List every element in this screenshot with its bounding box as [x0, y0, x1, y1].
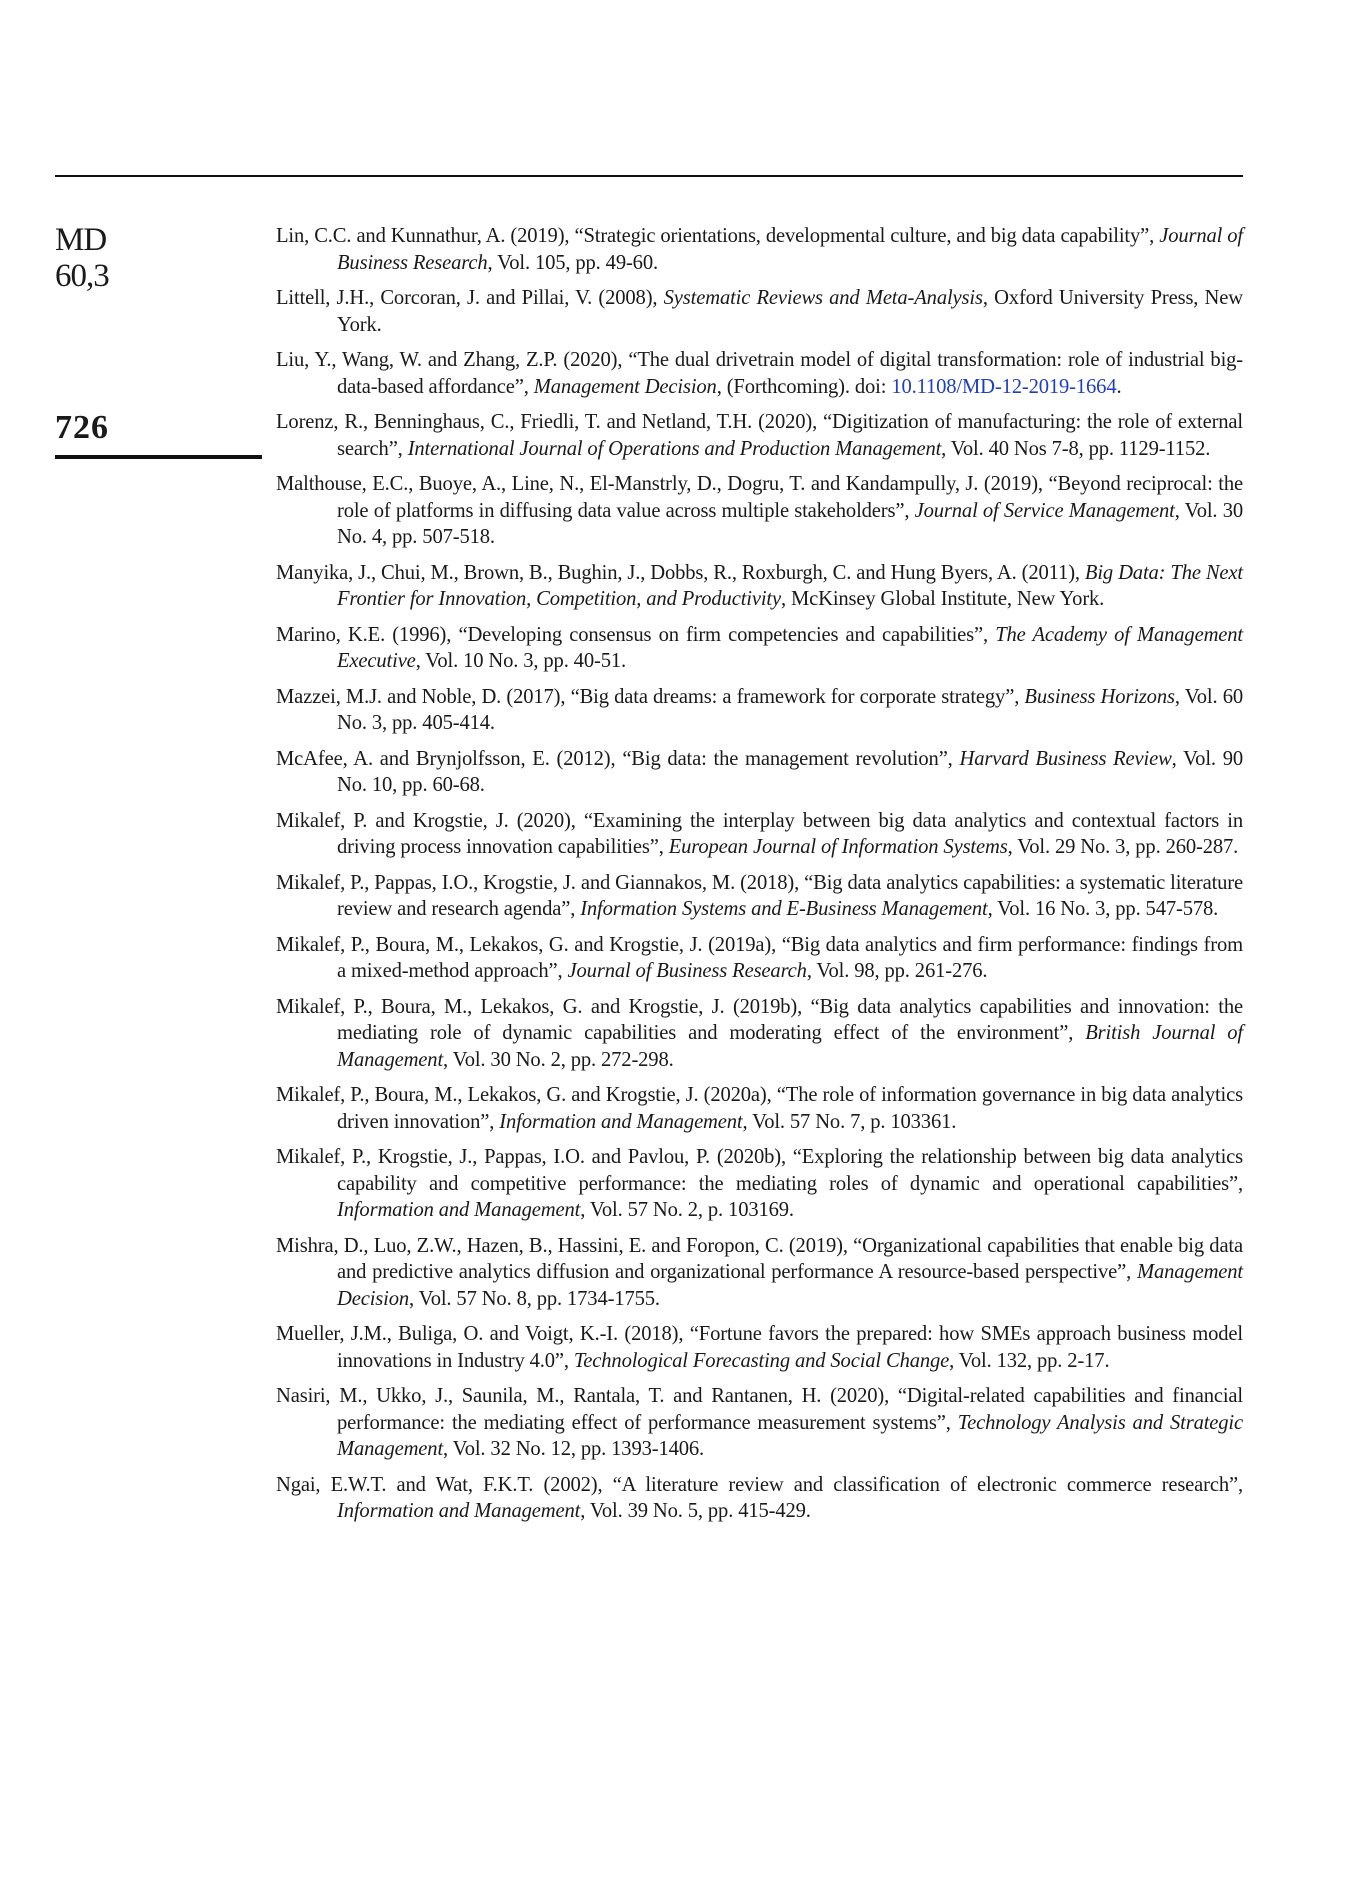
reference-text: Mikalef, P., Boura, M., Lekakos, G. and Krogstie, J. (2020a), “The role of information governance in big data analytics driven innovation”,	[276, 1084, 1243, 1133]
reference-source-title: Journal of Business Research	[567, 960, 807, 982]
reference-source-title: European Journal of Information Systems	[668, 836, 1008, 858]
reference-source-title: International Journal of Operations and Production Management	[407, 437, 942, 460]
reference-details: , Oxford University Press, New York.	[337, 287, 1243, 336]
reference-text: Lin, C.C. and Kunnathur, A. (2019), “Strategic orientations, developmental culture, and big data capability”,	[276, 225, 1160, 247]
reference-list	[276, 223, 1243, 1534]
reference-text: Mueller, J.M., Buliga, O. and Voigt, K.-I. (2018), “Fortune favors the prepared: how SMEs approach business model innovations in Industry 4.0”,	[276, 1323, 1243, 1372]
reference-details: , Vol. 39 No. 5, pp. 415-429.	[580, 1500, 811, 1522]
reference-item	[276, 746, 1243, 799]
reference-text: Mikalef, P. and Krogstie, J. (2020), “Examining the interplay between big data analytics and contextual factors in driving process innovation capabilities”,	[276, 809, 1243, 858]
reference-item	[276, 932, 1243, 985]
reference-source-title: British Journal of Management	[337, 1022, 1243, 1071]
reference-item	[276, 560, 1243, 613]
reference-text: Mikalef, P., Boura, M., Lekakos, G. and Krogstie, J. (2019a), “Big data analytics and firm performance: findings from a mixed-method approach”,	[276, 933, 1243, 982]
reference-item	[276, 994, 1243, 1074]
reference-source-title: Systematic Reviews and Meta-Analysis	[663, 287, 983, 309]
reference-text: Mazzei, M.J. and Noble, D. (2017), “Big data dreams: a framework for corporate strategy”,	[276, 685, 1025, 708]
reference-source-title: Information Systems and E-Business Management	[580, 898, 988, 920]
reference-item	[276, 622, 1243, 675]
reference-source-title: Information and Management	[337, 1199, 581, 1221]
margin-rule	[55, 455, 262, 459]
reference-details: , Vol. 32 No. 12, pp. 1393-1406.	[443, 1438, 705, 1460]
reference-text: Nasiri, M., Ukko, J., Saunila, M., Rantala, T. and Rantanen, H. (2020), “Digital-related capabilities and financial performance: the mediating effect of performance measurement systems”,	[276, 1385, 1243, 1434]
reference-details: , Vol. 132, pp. 2-17.	[949, 1349, 1110, 1372]
doi-link[interactable]: 10.1108/MD-12-2019-1664	[891, 375, 1117, 398]
reference-source-title: Information and Management	[499, 1110, 743, 1133]
reference-source-title: Management Decision	[337, 1261, 1243, 1310]
top-rule	[55, 175, 1243, 177]
journal-code	[55, 222, 109, 294]
reference-source-title: Technology Analysis and Strategic Management	[337, 1411, 1243, 1460]
reference-details: , (Forthcoming). doi:	[716, 375, 892, 398]
reference-text: Mikalef, P., Pappas, I.O., Krogstie, J. and Giannakos, M. (2018), “Big data analytics capabilities: a systematic literature review and research agenda”,	[276, 871, 1243, 920]
reference-item	[276, 1082, 1243, 1135]
reference-details: , Vol. 60 No. 3, pp. 405-414.	[337, 685, 1243, 734]
reference-text: Mikalef, P., Boura, M., Lekakos, G. and Krogstie, J. (2019b), “Big data analytics capabilities and innovation: the mediating role of dynamic capabilities and moderating effect of the environment”,	[276, 995, 1243, 1044]
reference-source-title: Big Data: The Next Frontier for Innovation, Competition, and Productivity	[337, 561, 1243, 610]
reference-item	[276, 870, 1243, 923]
reference-details: , McKinsey Global Institute, New York.	[780, 588, 1105, 610]
journal-abbreviation: MD	[55, 222, 107, 258]
reference-item	[276, 1472, 1243, 1525]
reference-item	[276, 1233, 1243, 1313]
reference-item	[276, 409, 1243, 462]
reference-text: Mikalef, P., Krogstie, J., Pappas, I.O. and Pavlou, P. (2020b), “Exploring the relationship between big data analytics capability and competitive performance: the mediating roles of dynamic and operational capabilities”,	[276, 1146, 1243, 1195]
reference-text: Malthouse, E.C., Buoye, A., Line, N., El-Manstrly, D., Dogru, T. and Kandampully, J. (2019), “Beyond reciprocal: the role of platforms in diffusing data value across multiple stakeholders”,	[276, 473, 1243, 522]
reference-text: Marino, K.E. (1996), “Developing consensus on firm competencies and capabilities”,	[276, 623, 996, 646]
reference-source-title: Business Horizons	[1024, 685, 1175, 708]
reference-text: Littell, J.H., Corcoran, J. and Pillai, V. (2008),	[276, 287, 664, 309]
reference-source-title: Information and Management	[337, 1500, 581, 1522]
reference-item	[276, 684, 1243, 737]
reference-item	[276, 223, 1243, 276]
reference-details: , Vol. 40 Nos 7-8, pp. 1129-1152.	[941, 437, 1211, 460]
reference-item	[276, 808, 1243, 861]
reference-text: Manyika, J., Chui, M., Brown, B., Bughin, J., Dobbs, R., Roxburgh, C. and Hung Byers, A. (2011),	[276, 561, 1085, 584]
reference-item	[276, 1321, 1243, 1374]
reference-source-title: The Academy of Management Executive	[337, 623, 1243, 672]
reference-text: Lorenz, R., Benninghaus, C., Friedli, T. and Netland, T.H. (2020), “Digitization of manufacturing: the role of external search”,	[276, 411, 1243, 460]
page-number: 726	[55, 409, 109, 446]
reference-text: Liu, Y., Wang, W. and Zhang, Z.P. (2020), “The dual drivetrain model of digital transformation: role of industrial big-data-based affordance”,	[276, 349, 1243, 398]
reference-item	[276, 471, 1243, 551]
reference-details: , Vol. 10 No. 3, pp. 40-51.	[415, 650, 626, 672]
reference-details: , Vol. 30 No. 4, pp. 507-518.	[337, 499, 1244, 548]
reference-details: , Vol. 90 No. 10, pp. 60-68.	[337, 747, 1243, 796]
volume-issue: 60,3	[55, 258, 109, 294]
reference-text: Ngai, E.W.T. and Wat, F.K.T. (2002), “A literature review and classification of electronic commerce research”,	[276, 1473, 1243, 1496]
reference-details: , Vol. 30 No. 2, pp. 272-298.	[443, 1048, 674, 1071]
reference-end: .	[1116, 375, 1122, 398]
reference-details: , Vol. 105, pp. 49-60.	[487, 251, 658, 274]
reference-details: , Vol. 57 No. 8, pp. 1734-1755.	[409, 1287, 660, 1310]
reference-item	[276, 1144, 1243, 1224]
reference-details: , Vol. 98, pp. 261-276.	[806, 960, 988, 982]
reference-source-title: Management Decision	[533, 375, 717, 398]
reference-source-title: Journal of Service Management	[914, 499, 1175, 522]
reference-details: , Vol. 29 No. 3, pp. 260-287.	[1007, 836, 1239, 858]
reference-details: , Vol. 57 No. 7, p. 103361.	[742, 1110, 957, 1133]
reference-source-title: Harvard Business Review	[959, 747, 1172, 770]
reference-source-title: Journal of Business Research	[337, 225, 1244, 274]
reference-text: McAfee, A. and Brynjolfsson, E. (2012), “Big data: the management revolution”,	[276, 747, 960, 770]
reference-text: Mishra, D., Luo, Z.W., Hazen, B., Hassini, E. and Foropon, C. (2019), “Organizational capabilities that enable big data and predictive analytics diffusion and organizational performance A resource-based perspective”,	[276, 1234, 1243, 1283]
reference-details: , Vol. 16 No. 3, pp. 547-578.	[987, 898, 1219, 920]
reference-details: , Vol. 57 No. 2, p. 103169.	[580, 1199, 794, 1221]
reference-item	[276, 1383, 1243, 1463]
reference-source-title: Technological Forecasting and Social Change	[573, 1349, 950, 1372]
reference-item	[276, 285, 1243, 338]
reference-item	[276, 347, 1243, 400]
